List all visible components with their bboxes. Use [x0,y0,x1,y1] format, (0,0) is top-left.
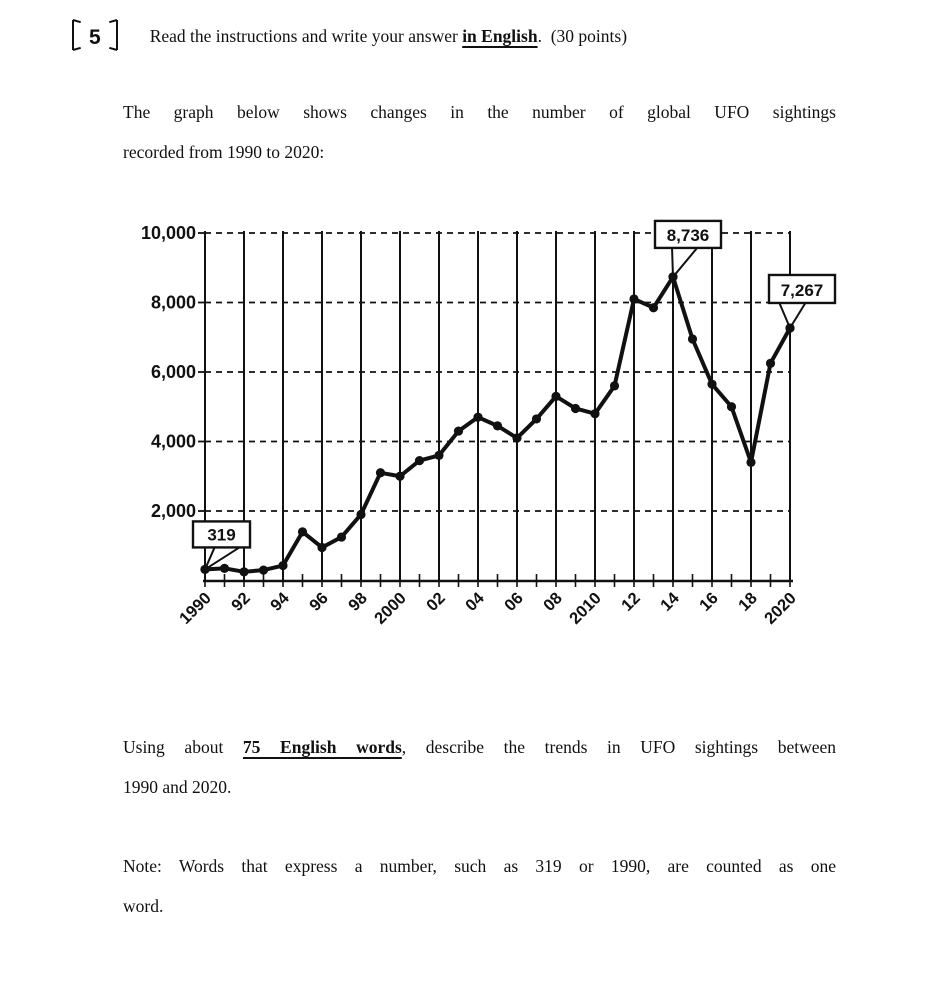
x-axis-label: 96 [306,589,332,615]
data-point-top-2020 [785,323,794,332]
x-axis-label: 1990 [176,589,215,628]
intro-line-2: recorded from 1990 to 2020: [123,142,325,162]
text-segment: (30 points) [550,26,628,46]
x-axis-label: 94 [267,589,293,615]
text-segment: Using about [123,737,243,757]
task-line-2: 1990 and 2020. [123,777,232,797]
data-point-1997 [337,532,346,541]
x-axis-label: 2000 [371,589,410,628]
note-line-2: word. [123,896,164,916]
data-point-1995 [298,527,307,536]
data-point-2003 [454,426,463,435]
data-point-top-2014 [668,272,677,281]
data-point-2017 [727,402,736,411]
data-point-2008 [551,392,560,401]
data-point-1994 [278,561,287,570]
note-paragraph [123,846,836,926]
y-axis-label: 2,000 [150,501,196,521]
task-line-1 [123,727,836,767]
data-point-1999 [376,468,385,477]
x-axis-label: 08 [540,589,566,615]
note-line-1: Note: Words that express a number, such as 319 or 1990, are counted as one [123,856,836,876]
callout-label-2020: 7,267 [780,280,824,300]
x-axis-label: 18 [735,589,761,615]
callout-pointer [672,247,698,277]
text-segment: in English [462,26,538,46]
x-axis-label: 2010 [566,589,605,628]
x-axis-label: 06 [501,589,527,615]
x-axis-label: 04 [462,589,488,615]
x-axis-label: 02 [423,589,449,615]
question-number: 5 [89,26,101,49]
x-axis-label: 92 [228,589,254,615]
task-paragraph [123,727,836,807]
y-axis-label: 6,000 [150,362,196,382]
intro-line-1: The graph below shows changes in the number of global UFO sightings [123,102,836,122]
y-axis-label: 4,000 [150,431,196,452]
data-point-2009 [571,404,580,413]
data-point-2000 [395,472,404,481]
data-point-2015 [688,334,697,343]
data-point-2016 [707,380,716,389]
data-point-2013 [649,303,658,312]
callout-pointer [779,302,806,328]
data-point-2012 [629,294,638,303]
y-axis-label: 8,000 [150,292,196,313]
data-point-2001 [415,456,424,465]
x-axis-label: 14 [657,589,683,615]
x-axis-label: 16 [696,589,722,615]
data-point-2004 [473,413,482,422]
data-point-2011 [610,381,619,390]
text-segment: , describe the trends in UFO sightings between [401,737,836,757]
text-segment: Read the instructions and write your answer [149,26,463,46]
data-point-2002 [434,451,443,460]
data-point-1992 [239,567,248,576]
data-point-top-1990 [200,565,209,574]
data-point-1991 [220,564,229,573]
data-point-2010 [590,409,599,418]
data-point-2005 [493,421,502,430]
text-segment: . [537,26,551,46]
text-segment: 75 English words [242,737,402,757]
data-point-2018 [746,458,755,467]
data-point-1996 [317,543,326,552]
callout-label-1990: 319 [207,525,236,545]
y-axis-label: 10,000 [140,223,196,243]
data-point-2006 [512,433,521,442]
x-axis-label: 98 [345,589,371,615]
data-point-1993 [259,565,268,574]
data-point-2007 [532,414,541,423]
callout-label-2014: 8,736 [666,225,710,245]
data-point-2019 [766,359,775,368]
data-point-1998 [356,510,365,519]
x-axis-label: 12 [618,589,644,615]
x-axis-label: 2020 [761,589,800,628]
